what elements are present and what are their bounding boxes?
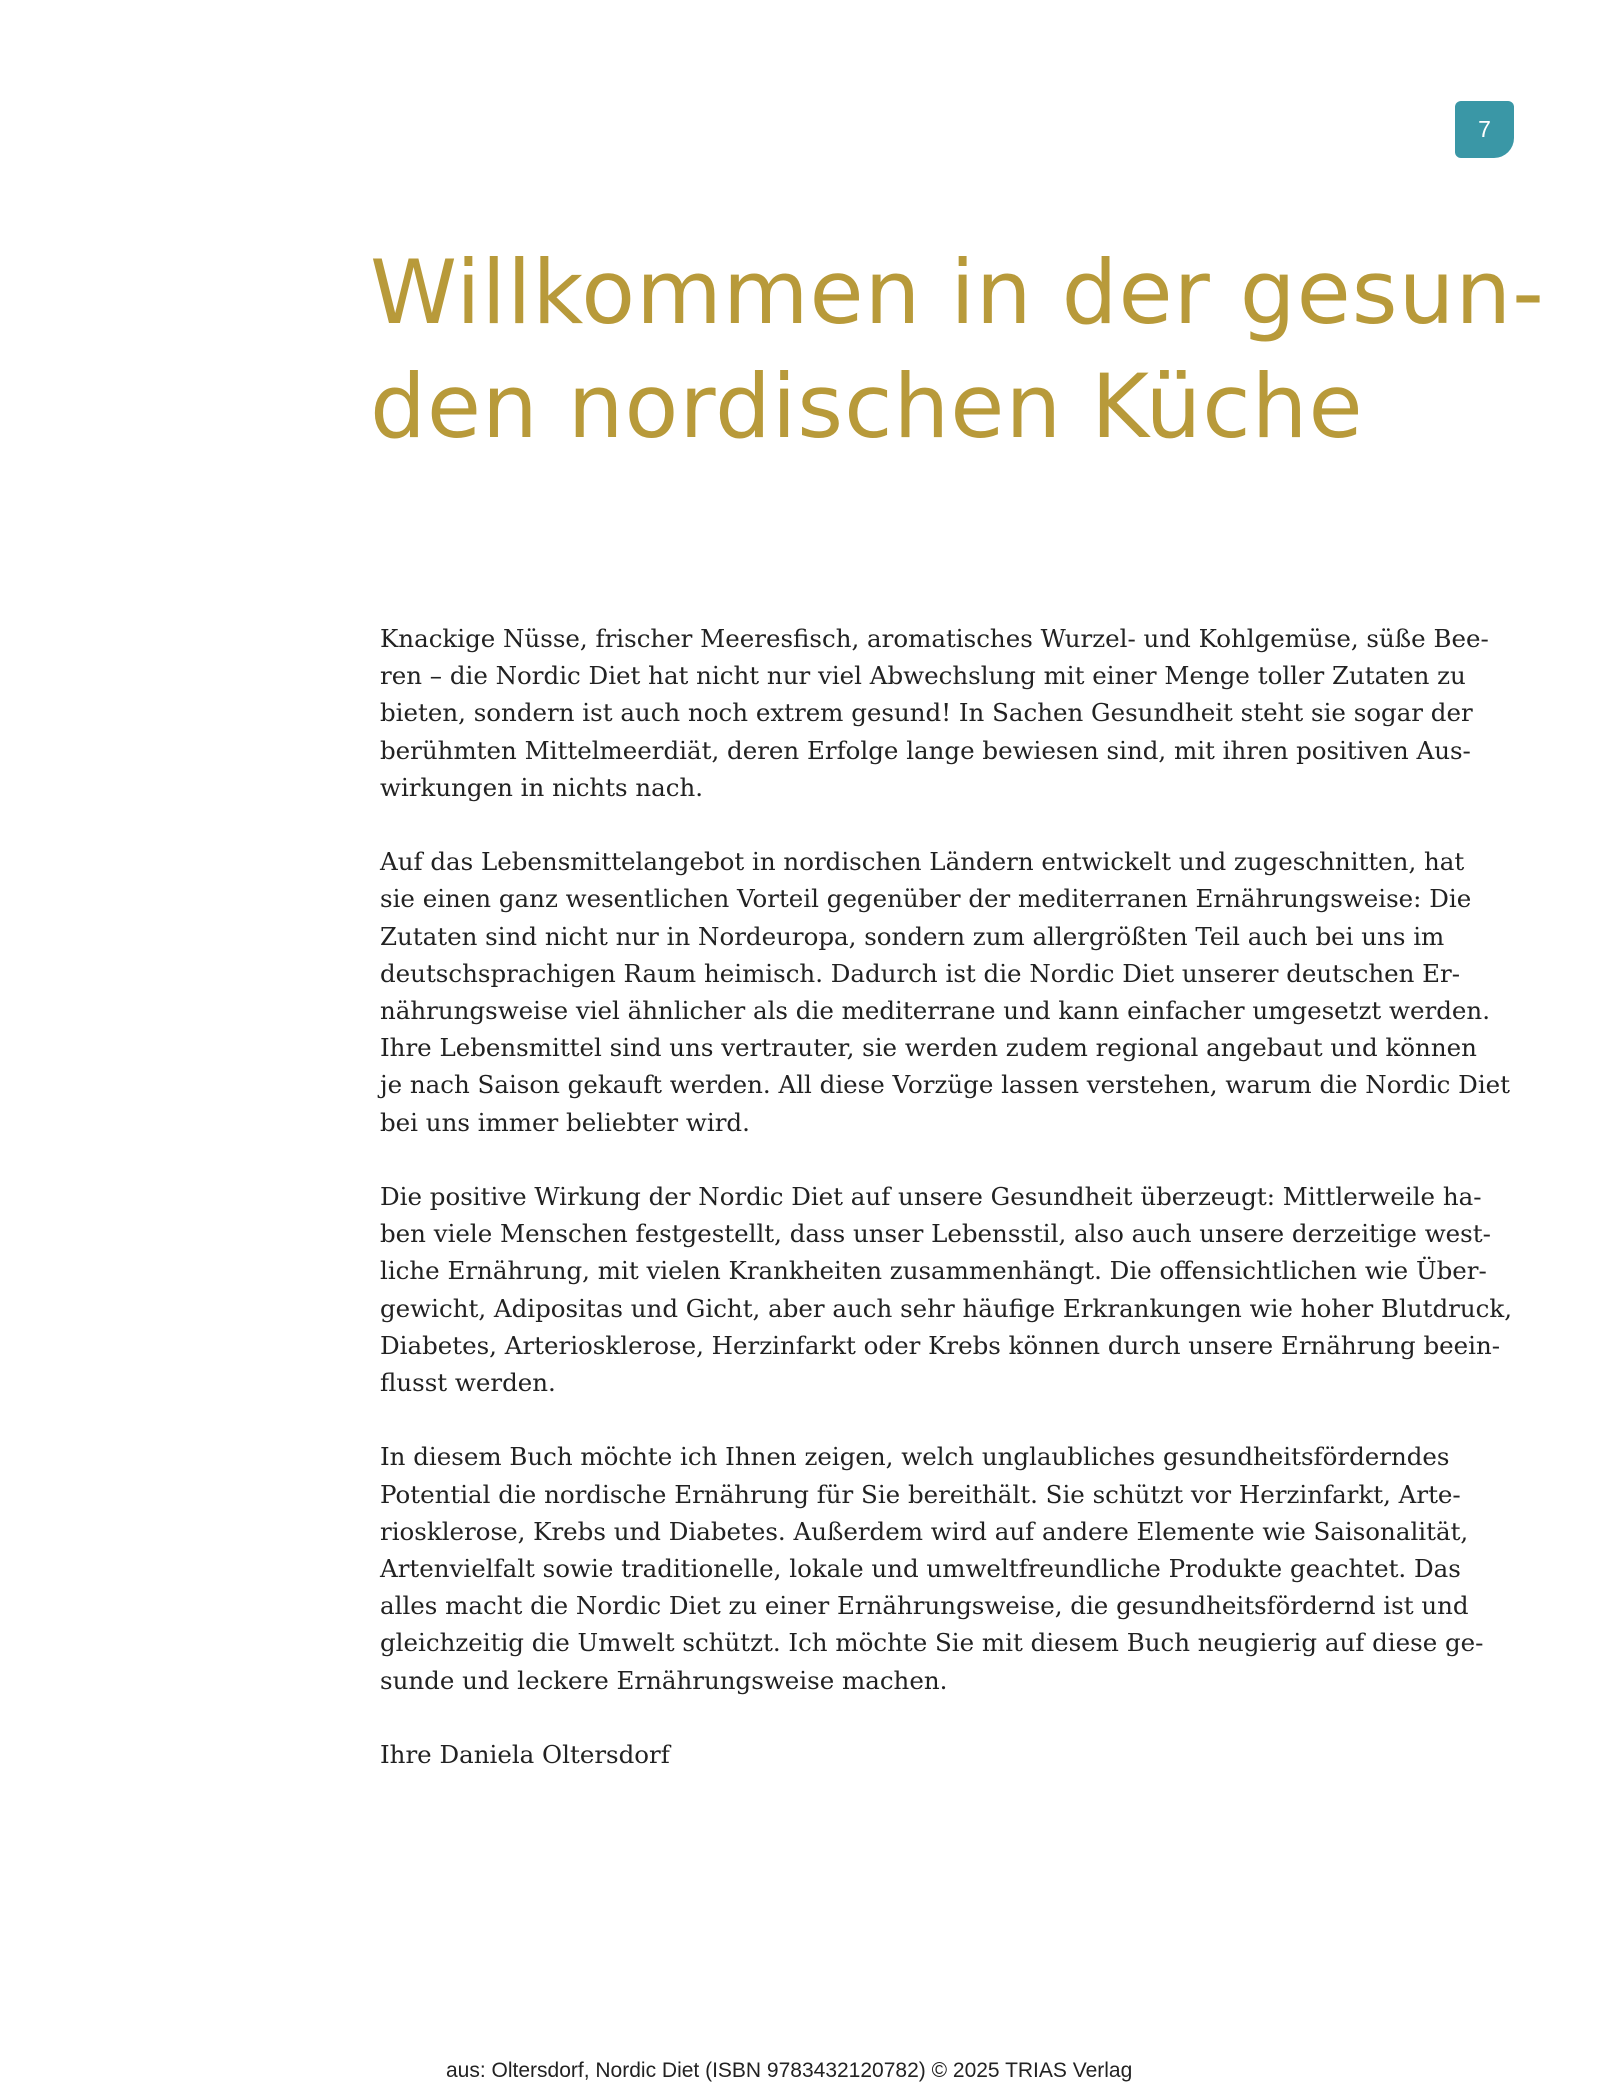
text-line: sunde und leckere Ernährungsweise machen.: [380, 1665, 948, 1695]
paragraph-book-intent: [380, 1438, 1484, 1698]
text-line: je nach Saison gekauft werden. All diese Vorzüge lassen verstehen, warum die Nordic Diet: [380, 1070, 1511, 1100]
text-line: Potential die nordische Ernährung für Sie bereithält. Sie schützt vor Herzinfarkt, Arte-: [380, 1479, 1461, 1509]
text-line: berühmten Mittelmeerdiät, deren Erfolge lange bewiesen sind, mit ihren positiven Aus-: [380, 735, 1471, 765]
text-line: In diesem Buch möchte ich Ihnen zeigen, welch unglaubliches gesundheitsförderndes: [380, 1442, 1450, 1472]
title-line: den nordischen Küche: [370, 355, 1364, 458]
text-line: bieten, sondern ist auch noch extrem gesund! In Sachen Gesundheit steht sie sogar der: [380, 698, 1473, 728]
text-line: Zutaten sind nicht nur in Nordeuropa, sondern zum allergrößten Teil auch bei uns im: [380, 921, 1445, 951]
text-line: nährungsweise viel ähnlicher als die mediterrane und kann einfacher umgesetzt werden.: [380, 996, 1490, 1026]
text-line: sie einen ganz wesentlichen Vorteil gegenüber der mediterranen Ernährungsweise: Die: [380, 884, 1472, 914]
text-line: alles macht die Nordic Diet zu einer Ernährungsweise, die gesundheitsfördernd ist und: [380, 1591, 1469, 1621]
text-line: liche Ernährung, mit vielen Krankheiten zusammenhängt. Die offensichtlichen wie Über-: [380, 1256, 1487, 1286]
text-line: Diabetes, Arteriosklerose, Herzinfarkt oder Krebs können durch unsere Ernährung beein-: [380, 1330, 1501, 1360]
text-line: Ihre Lebensmittel sind uns vertrauter, sie werden zudem regional angebaut und können: [380, 1033, 1477, 1063]
author-signature: Ihre Daniela Oltersdorf: [380, 1740, 670, 1770]
text-line: gleichzeitig die Umwelt schützt. Ich möchte Sie mit diesem Buch neugierig auf diese ge-: [380, 1628, 1484, 1658]
text-line: Artenvielfalt sowie traditionelle, lokale und umweltfreundliche Produkte geachtet. Das: [380, 1554, 1461, 1584]
title-line: Willkommen in der gesun-: [370, 241, 1545, 344]
paragraph-advantages: [380, 843, 1511, 1141]
page-number-badge: 7: [1455, 101, 1514, 158]
text-line: bei uns immer beliebter wird.: [380, 1107, 750, 1137]
text-line: riosklerose, Krebs und Diabetes. Außerdem wird auf andere Elemente wie Saisonalität,: [380, 1516, 1469, 1546]
text-line: gewicht, Adipositas und Gicht, aber auch sehr häufige Erkrankungen wie hoher Blutdruck,: [380, 1293, 1513, 1323]
text-line: wirkungen in nichts nach.: [380, 772, 704, 802]
text-line: flusst werden.: [380, 1368, 556, 1398]
text-line: Die positive Wirkung der Nordic Diet auf unsere Gesundheit überzeugt: Mittlerweile ha-: [380, 1182, 1482, 1212]
text-line: Auf das Lebensmittelangebot in nordischen Ländern entwickelt und zugeschnitten, hat: [380, 847, 1465, 877]
page-title: [370, 236, 1570, 464]
copyright-footer: aus: Oltersdorf, Nordic Diet (ISBN 9783432120782) © 2025 TRIAS Verlag: [446, 2059, 1133, 2082]
text-line: ben viele Menschen festgestellt, dass unser Lebensstil, also auch unsere derzeitige west-: [380, 1219, 1491, 1249]
text-line: ren – die Nordic Diet hat nicht nur viel Abwechslung mit einer Menge toller Zutaten zu: [380, 661, 1466, 691]
text-line: Knackige Nüsse, frischer Meeresfisch, aromatisches Wurzel- und Kohlgemüse, süße Bee-: [380, 624, 1489, 653]
body-text: [380, 620, 1513, 1773]
text-line: deutschsprachigen Raum heimisch. Dadurch ist die Nordic Diet unserer deutschen Er-: [380, 958, 1461, 988]
paragraph-health: [380, 1178, 1513, 1401]
paragraph-intro: [380, 620, 1489, 806]
